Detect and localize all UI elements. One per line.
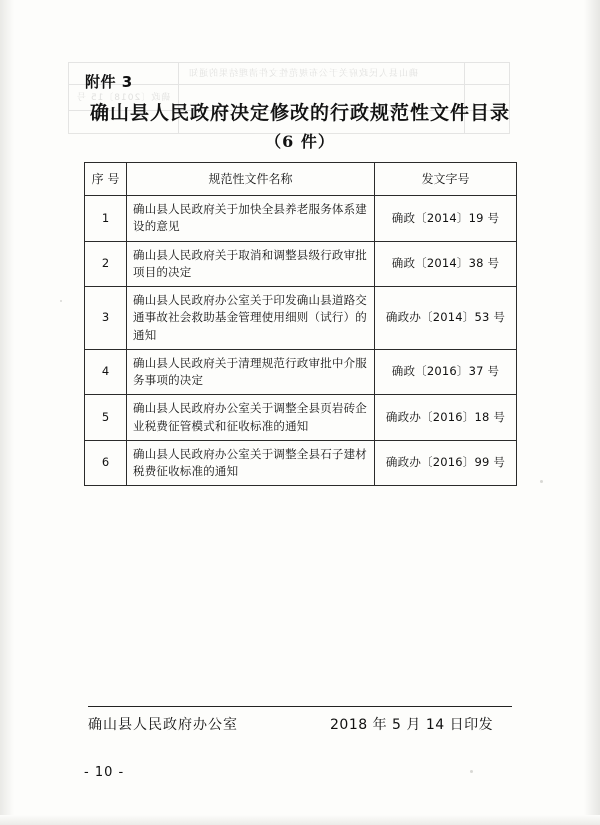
row-number: 确政〔2014〕19 号 bbox=[375, 196, 517, 242]
ghost-line-1: 确山县人民政府关于公布规范性文件清理结果的通知 bbox=[188, 69, 419, 79]
row-no: 3 bbox=[85, 287, 127, 350]
row-name: 确山县人民政府办公室关于印发确山县道路交通事故社会救助基金管理使用细则（试行）的通知 bbox=[127, 287, 375, 350]
row-name: 确山县人民政府办公室关于调整全县页岩砖企业税费征管模式和征收标准的通知 bbox=[127, 395, 375, 441]
table-row bbox=[85, 349, 517, 395]
table-header-row bbox=[85, 163, 517, 196]
row-name: 确山县人民政府关于加快全县养老服务体系建设的意见 bbox=[127, 196, 375, 242]
row-name: 确山县人民政府关于取消和调整县级行政审批项目的决定 bbox=[127, 241, 375, 287]
row-no: 5 bbox=[85, 395, 127, 441]
table-row bbox=[85, 287, 517, 350]
row-number: 确政〔2014〕38 号 bbox=[375, 241, 517, 287]
row-number: 确政办〔2016〕99 号 bbox=[375, 440, 517, 486]
attachment-label: 附件 3 bbox=[85, 73, 133, 91]
row-no: 6 bbox=[85, 440, 127, 486]
footer-divider bbox=[88, 706, 512, 707]
footer-issuer: 确山县人民政府办公室 bbox=[88, 717, 238, 733]
table-row bbox=[85, 395, 517, 441]
row-no: 2 bbox=[85, 241, 127, 287]
page-number: - 10 - bbox=[84, 765, 125, 780]
column-header-number: 发文字号 bbox=[375, 163, 517, 196]
row-no: 4 bbox=[85, 349, 127, 395]
document-list-table bbox=[84, 162, 517, 486]
page-subtitle: （6 件） bbox=[265, 132, 335, 151]
ghost-line-2: 确政〔2018〕15 号 bbox=[76, 93, 171, 103]
row-number: 确政办〔2016〕18 号 bbox=[375, 395, 517, 441]
table-row bbox=[85, 241, 517, 287]
document-list-table-wrapper bbox=[84, 162, 516, 486]
table-row bbox=[85, 440, 517, 486]
column-header-name: 规范性文件名称 bbox=[127, 163, 375, 196]
row-name: 确山县人民政府办公室关于调整全县石子建材税费征收标准的通知 bbox=[127, 440, 375, 486]
row-number: 确政办〔2014〕53 号 bbox=[375, 287, 517, 350]
scan-speck bbox=[540, 480, 543, 483]
row-number: 确政〔2016〕37 号 bbox=[375, 349, 517, 395]
page-title: 确山县人民政府决定修改的行政规范性文件目录 bbox=[89, 102, 510, 124]
table-row bbox=[85, 196, 517, 242]
footer-issue-date: 2018 年 5 月 14 日印发 bbox=[330, 717, 494, 733]
row-no: 1 bbox=[85, 196, 127, 242]
column-header-no: 序 号 bbox=[85, 163, 127, 196]
scan-speck bbox=[60, 300, 62, 302]
scan-edge-bottom bbox=[0, 815, 600, 825]
row-name: 确山县人民政府关于清理规范行政审批中介服务事项的决定 bbox=[127, 349, 375, 395]
scan-speck bbox=[470, 770, 473, 773]
